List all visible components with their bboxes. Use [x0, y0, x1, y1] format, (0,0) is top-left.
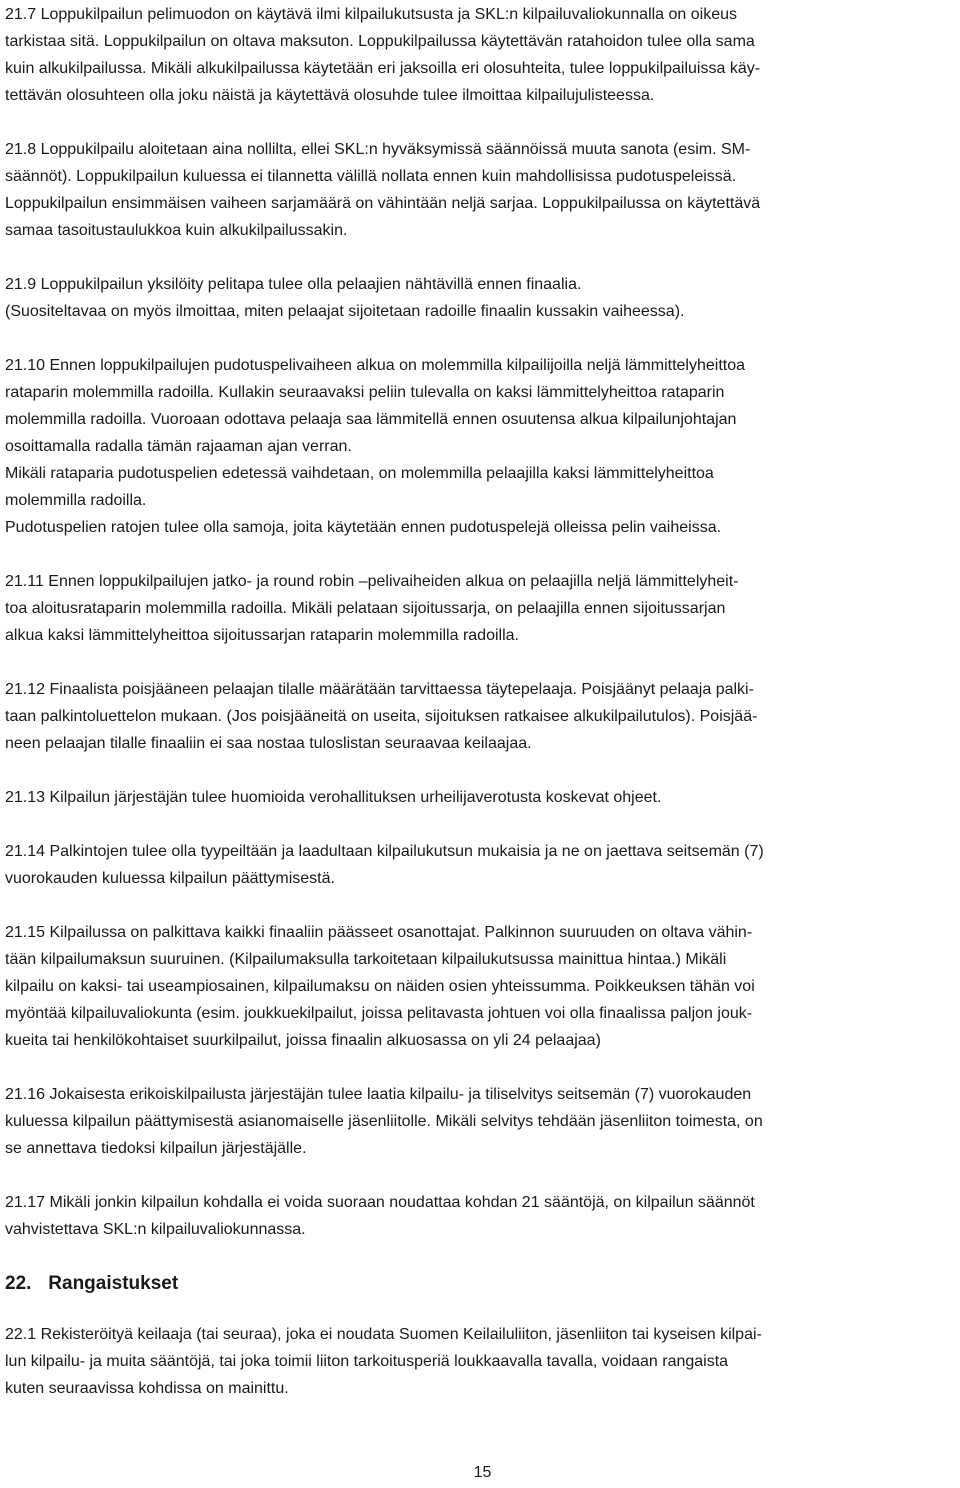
text-line: samaa tasoitustaulukkoa kuin alkukilpailussakin. — [5, 222, 348, 239]
text-line: kuten seuraavissa kohdissa on mainittu. — [5, 1380, 289, 1397]
text-line: kilpailu on kaksi- tai useampiosainen, kilpailumaksu on näiden osien yhteissumma. Poikkeuksen tähän voi — [5, 978, 755, 995]
paragraph-p21_12 — [5, 676, 960, 757]
text-line: toa aloitusrataparin molemmilla radoilla. Mikäli pelataan sijoitussarja, on pelaajilla ennen sijoitussarjan — [5, 600, 726, 617]
text-line: 21.16 Jokaisesta erikoiskilpailusta järjestäjän tulee laatia kilpailu- ja tiliselvitys seitsemän (7) vuorokauden — [5, 1086, 752, 1103]
text-line: myöntää kilpailuvaliokunta (esim. joukkuekilpailut, joissa pelitavasta johtuen voi olla finaalissa paljon jouk- — [5, 1005, 753, 1022]
text-line: 21.8 Loppukilpailu aloitetaan aina nollilta, ellei SKL:n hyväksymissä säännöissä muuta sanota (esim. SM- — [5, 141, 751, 158]
text-line: kuin alkukilpailussa. Mikäli alkukilpailussa käytetään eri jaksoilla eri olosuhteita, tulee loppukilpailuissa käy- — [5, 60, 761, 77]
section-21-paragraphs — [5, 1, 960, 1243]
text-line: 21.17 Mikäli jonkin kilpailun kohdalla ei voida suoraan noudattaa kohdan 21 sääntöjä, on kilpailun säännöt — [5, 1194, 755, 1211]
text-line: tettävän olosuhteen olla joku näistä ja käytettävä olosuhde tulee ilmoittaa kilpailujulisteessa. — [5, 87, 655, 104]
paragraph-p21_13 — [5, 784, 960, 811]
text-line: 21.10 Ennen loppukilpailujen pudotuspelivaiheen alkua on molemmilla kilpailijoilla neljä lämmittelyheittoa — [5, 357, 745, 374]
text-line: kueita tai henkilökohtaiset suurkilpailut, joissa finaalin alkuosassa on yli 24 pelaajaa) — [5, 1032, 601, 1049]
text-line: 21.11 Ennen loppukilpailujen jatko- ja round robin –pelivaiheiden alkua on pelaajilla neljä lämmittelyheit- — [5, 573, 739, 590]
paragraph-p21_11 — [5, 568, 960, 649]
text-line: taan palkintoluettelon mukaan. (Jos poisjääneitä on useita, sijoituksen ratkaisee alkukilpailutulos). Poisjää- — [5, 708, 758, 725]
paragraph-p21_7 — [5, 1, 960, 109]
section-title: Rangaistukset — [48, 1273, 179, 1294]
text-line: neen pelaajan tilalle finaaliin ei saa nostaa tuloslistan seuraavaa keilaajaa. — [5, 735, 532, 752]
section-heading — [5, 1270, 960, 1297]
text-line: säännöt). Loppukilpailun kuluessa ei tilannetta välillä nollata ennen kuin mahdollisissa pudotuspeleissä. — [5, 168, 737, 185]
text-line: Mikäli rataparia pudotuspelien edetessä vaihdetaan, on molemmilla pelaajilla kaksi lämmittelyheittoa — [5, 465, 714, 482]
text-line: molemmilla radoilla. — [5, 492, 147, 509]
text-line: vahvistettava SKL:n kilpailuvaliokunnassa. — [5, 1221, 306, 1238]
text-line: lun kilpailu- ja muita sääntöjä, tai joka toimii liiton tarkoitusperiä loukkaavalla tavalla, voidaan rangaista — [5, 1353, 729, 1370]
document-content — [5, 1, 960, 1429]
text-line: tään kilpailumaksun suuruinen. (Kilpailumaksulla tarkoitetaan kilpailukutsussa mainittua hintaa.) Mikäli — [5, 951, 727, 968]
text-line: Loppukilpailun ensimmäisen vaiheen sarjamäärä on vähintään neljä sarjaa. Loppukilpailussa on käytettävä — [5, 195, 761, 212]
page-number: 15 — [473, 1464, 492, 1481]
paragraph-p21_17 — [5, 1189, 960, 1243]
text-line: tarkistaa sitä. Loppukilpailun on oltava maksuton. Loppukilpailussa käytettävän ratahoidon tulee olla sama — [5, 33, 755, 50]
paragraph-p21_15 — [5, 919, 960, 1054]
text-line: alkua kaksi lämmittelyheittoa sijoitussarjan rataparin molemmilla radoilla. — [5, 627, 519, 644]
paragraph-p21_10 — [5, 352, 960, 541]
text-line: 21.9 Loppukilpailun yksilöity pelitapa tulee olla pelaajien nähtävillä ennen finaalia. — [5, 276, 582, 293]
paragraph-p21_16 — [5, 1081, 960, 1162]
text-line: 21.15 Kilpailussa on palkittava kaikki finaaliin päässeet osanottajat. Palkinnon suuruuden on oltava vähin- — [5, 924, 753, 941]
paragraph-p22_1 — [5, 1321, 960, 1402]
text-line: se annettava tiedoksi kilpailun järjestäjälle. — [5, 1140, 307, 1157]
section-number: 22. — [5, 1273, 32, 1294]
text-line: vuorokauden kuluessa kilpailun päättymisestä. — [5, 870, 335, 887]
text-line: rataparin molemmilla radoilla. Kullakin seuraavaksi peliin tulevalla on kaksi lämmittelyheittoa rataparin — [5, 384, 725, 401]
text-line: 21.7 Loppukilpailun pelimuodon on käytävä ilmi kilpailukutsusta ja SKL:n kilpailuvaliokunnalla on oikeus — [5, 6, 738, 23]
text-line: 21.14 Palkintojen tulee olla tyypeiltään ja laadultaan kilpailukutsun mukaisia ja ne on jaettava seitsemän (7) — [5, 843, 764, 860]
section-22-paragraphs — [5, 1321, 960, 1402]
text-line: Pudotuspelien ratojen tulee olla samoja, joita käytetään ennen pudotuspelejä olleissa pelin vaiheissa. — [5, 519, 722, 536]
text-line: osoittamalla radalla tämän rajaaman ajan verran. — [5, 438, 352, 455]
text-line: molemmilla radoilla. Vuoroaan odottava pelaaja saa lämmitellä ennen osuutensa alkua kilpailunjohtajan — [5, 411, 737, 428]
text-line: 21.12 Finaalista poisjääneen pelaajan tilalle määrätään tarvittaessa täytepelaaja. Poisjäänyt pelaaja palki- — [5, 681, 754, 698]
text-line: kuluessa kilpailun päättymisestä asianomaiselle jäsenliitolle. Mikäli selvitys tehdään jäsenliiton toimesta, on — [5, 1113, 763, 1130]
document-page — [5, 0, 960, 1488]
text-line: 22.1 Rekisteröityä keilaaja (tai seuraa), joka ei noudata Suomen Keilailuliiton, jäsenliiton tai kyseisen kilpai- — [5, 1326, 762, 1343]
paragraph-p21_9 — [5, 271, 960, 325]
paragraph-p21_8 — [5, 136, 960, 244]
text-line: (Suositeltavaa on myös ilmoittaa, miten pelaajat sijoitetaan radoille finaalin kussakin vaiheessa). — [5, 303, 685, 320]
text-line: 21.13 Kilpailun järjestäjän tulee huomioida verohallituksen urheilijaverotusta koskevat ohjeet. — [5, 789, 662, 806]
paragraph-p21_14 — [5, 838, 960, 892]
